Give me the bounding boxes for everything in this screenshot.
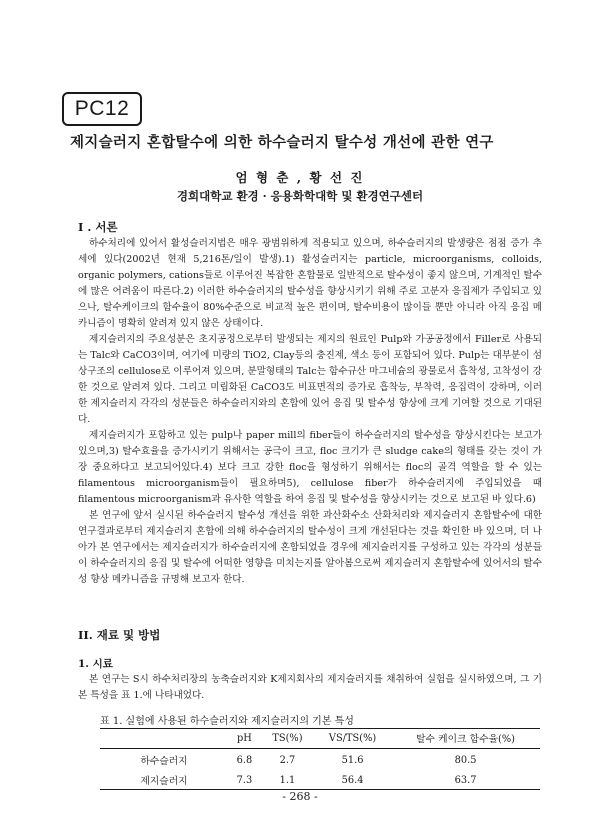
paragraph: 본 연구는 S시 하수처리장의 농축슬러지와 K제지회사의 제지슬러지를 채취하여 실험을 실시하였으며, 그 기본 특성을 표 1.에 나타내었다. [78,674,542,701]
table-cell: 1.1 [261,769,314,790]
affiliation: 경희대학교 환경 · 응용화학대학 및 환경연구센터 [176,189,424,203]
paragraph: 하수처리에 있어서 활성슬러지법은 매우 광범위하게 적용되고 있으며, 하수슬러지의 발생량은 점점 증가 추세에 있다(2002년 현재 5,216톤/일이 발생).1) 활성슬러지는 particle, microorganisms, colloids, organic polymers, cations들로 이루어진 복잡한 혼합물로 일반적으로 탈수성이 좋지 않으며, 기계적인 탈수에 많은 어려움이 따른다.2) 이러한 하수슬러지의 탈수성을 향상시키기 위해 주로 고분자 응집제가 주입되고 있으나, 탈수케이크의 함수율이 80%수준으로 비교적 높은 편이며, 탈수비용이 많이들 뿐만 아니라 아직 응집 메카니즘이 명확히 알려져 있지 않은 상태이다. [78,238,542,329]
section-2-heading: II. 재료 및 방법 [78,628,161,642]
properties-table [100,728,540,790]
table-cell: 56.4 [314,769,391,790]
header-cell [100,729,228,749]
table-cell: 6.8 [236,754,253,766]
table-cell: 2.7 [279,754,296,766]
paragraph: 제지슬러지의 주요성분은 초지공정으로부터 발생되는 제지의 원료인 Pulp와 가공공정에서 Filler로 사용되는 Talc와 CaCO3이며, 여기에 미량의 TiO2, Clay등의 충진제, 색소 등이 포함되어 있다. Pulp는 대부분이 섬상구조의 cellulose로 이루어져 있으며, 분말형태의 Talc는 함수규산 마그네슘의 광물로서 흡착성, 고착성이 강한 것으로 알려져 있다. 그리고 미립화된 CaCO3도 비표면적의 증가로 흡착능, 부착력, 응집력이 강하며, 이러한 제지슬러지 각각의 성분들은 하수슬러지와의 혼합에 있어 응집 및 탈수성 향상에 크게 기여할 것으로 기대된다. [78,334,542,425]
table-header-row [100,729,540,749]
row-label: 제지슬러지 [100,769,228,790]
table-cell: 7.3 [228,769,261,790]
subsection-heading: 1. 시료 [78,658,113,670]
table-cell: 80.5 [454,754,477,766]
table-caption: 표 1. 실험에 사용된 하수슬러지와 제지슬러지의 기본 특성 [100,716,354,727]
paper-title: 제지슬러지 혼합탈수에 의한 하수슬러지 탈수성 개선에 관한 연구 [70,134,494,151]
table-row [100,749,540,770]
row-label: 하수슬러지 [140,756,188,767]
header-cell: TS(%) [261,729,314,749]
paragraph: 제지슬러지가 포함하고 있는 pulp나 paper mill의 fiber들이 하수슬러지의 탈수성을 향상시킨다는 보고가 있으며,3) 탈수효율을 증가시키기 위해서는 공극이 크고, floc 크기가 큰 sludge cake의 형태를 갖는 것이 가장 중요하다고 보고되어있다.4) 보다 크고 강한 floc을 형성하기 위해서는 floc의 골격 역할을 할 수 있는 filamentous microorganism들이 필요하며5), cellulose fiber가 하수슬러지에 주입되었을 때 filamentous microorganism과 유사한 역할을 하여 응집 및 탈수성을 향상시키는 것으로 보고된 바 있다.6) [78,430,542,505]
paragraph: 본 연구에 앞서 실시된 하수슬러지 탈수성 개선을 위한 과산화수소 산화처리와 제지슬러지 혼합탈수에 대한 연구결과로부터 제지슬러지 혼합에 의해 하수슬러지의 탈수성이 크게 개선된다는 것을 확인한 바 있으며, 더 나아가 본 연구에서는 제지슬러지가 하수슬러지에 혼합되었을 경우에 제지슬러지를 구성하고 있는 각각의 성분들이 하수슬러지의 응집 및 탈수에 어떠한 영향을 미치는지를 알아봄으로써 제지슬러지 혼합탈수에 있어서의 탈수성 향상 메카니즘을 규명해 보고자 한다. [78,510,542,585]
header-cell: VS/TS(%) [314,729,391,749]
paper-code-box: PC12 [62,92,142,126]
header-cell: 탈수 케이크 함수율(%) [391,729,540,749]
table-cell: 63.7 [391,769,540,790]
table-row [100,769,540,790]
page-number: - 268 - [282,790,318,803]
section-2-body [78,672,542,704]
header-cell: pH [228,729,261,749]
table-cell: 51.6 [341,754,364,766]
section-1-body [78,236,542,588]
section-1-heading: I . 서론 [78,220,118,234]
authors: 엄 형 춘 , 황 선 진 [235,170,365,185]
